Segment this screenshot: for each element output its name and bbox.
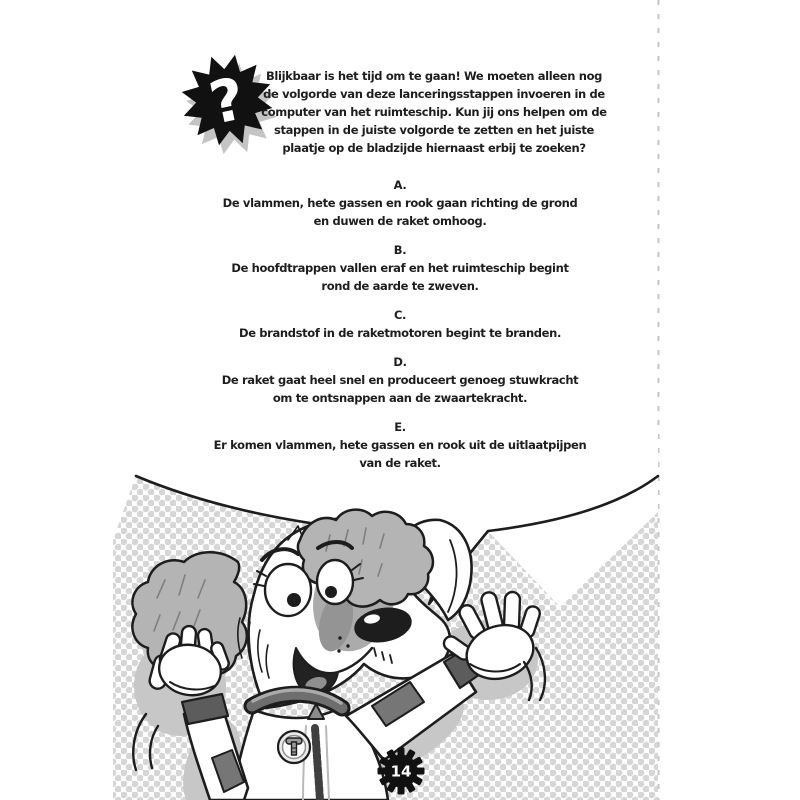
- step-label: C.: [393, 308, 407, 322]
- step-text: om te ontsnappen aan de zwaartekracht.: [272, 391, 528, 405]
- step-text: De vlammen, hete gassen en rook gaan richting de grond: [222, 196, 578, 210]
- page-number: 14: [390, 762, 412, 781]
- intro-paragraph: [252, 67, 616, 157]
- intro-line: stappen in de juiste volgorde te zetten en het juiste: [273, 123, 595, 137]
- intro-line: de volgorde van deze lanceringsstappen invoeren in de: [263, 87, 605, 101]
- suit-badge: [278, 731, 310, 763]
- question-mark-glyph: ?: [203, 64, 251, 138]
- step-text: rond de aarde te zweven.: [321, 279, 479, 293]
- step-label: D.: [393, 355, 407, 369]
- step-label: E.: [394, 420, 406, 434]
- list-item: [115, 241, 685, 295]
- launch-steps-list: [115, 176, 685, 483]
- step-text: Er komen vlammen, hete gassen en rook uit de uitlaatpijpen: [213, 438, 587, 452]
- step-label: B.: [393, 243, 407, 257]
- step-text: De hoofdtrappen vallen eraf en het ruimteschip begint: [231, 261, 569, 275]
- list-item: [115, 176, 685, 230]
- list-item: [115, 306, 685, 342]
- step-label: A.: [393, 178, 407, 192]
- step-text: en duwen de raket omhoog.: [313, 214, 487, 228]
- intro-line: computer van het ruimteschip. Kun jij ons helpen om de: [261, 105, 607, 119]
- step-text: De brandstof in de raketmotoren begint te branden.: [239, 326, 561, 340]
- intro-line: Blijkbaar is het tijd om te gaan! We moeten alleen nog: [265, 69, 603, 83]
- list-item: [115, 418, 685, 472]
- step-text: De raket gaat heel snel en produceert genoeg stuwkracht: [221, 373, 579, 387]
- step-text: van de raket.: [359, 456, 441, 470]
- list-item: [115, 353, 685, 407]
- intro-line: plaatje op de bladzijde hiernaast erbij te zoeken?: [282, 141, 586, 155]
